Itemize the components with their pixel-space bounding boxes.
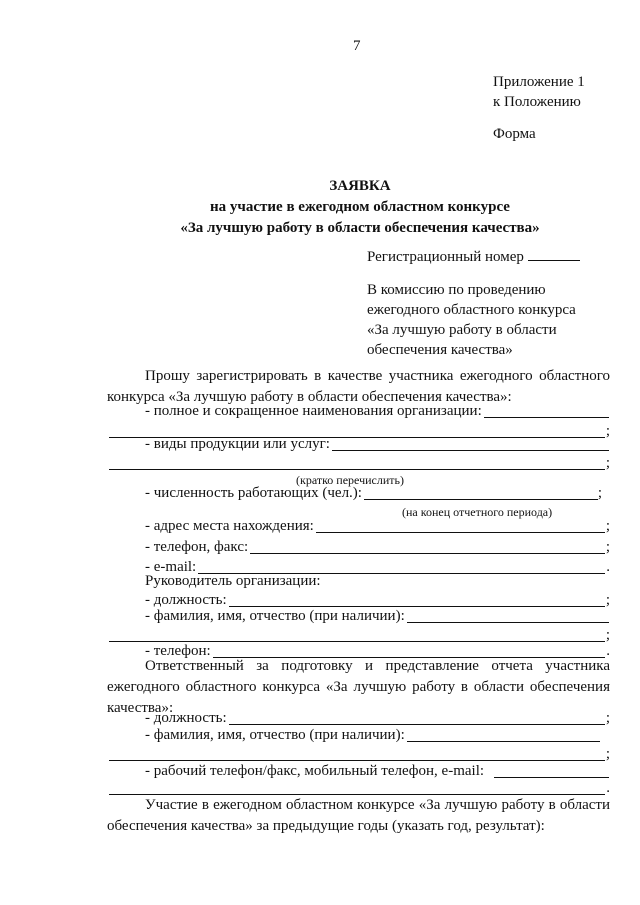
fio-label: - фамилия, имя, отчество (при наличии): [145, 727, 405, 743]
phone-fax-label: - телефон, факс: [145, 539, 249, 555]
document-title [0, 176, 640, 239]
form-label: Форма [493, 126, 536, 142]
addressee-line: «За лучшую работу в области [367, 322, 557, 338]
participation-text: Участие в ежегодном областном конкурсе «За лучшую работу в области обеспечения качества» за предыдущие годы (указать год, результат): [107, 797, 610, 834]
period: . [606, 643, 610, 659]
page-number: 7 [353, 38, 361, 54]
period: . [606, 559, 610, 575]
title-heading: ЗАЯВКА [329, 178, 391, 194]
products-row-2 [107, 453, 610, 474]
semicolon: ; [605, 539, 610, 555]
phone-fax-field[interactable] [250, 539, 605, 554]
org-name-row [145, 401, 610, 422]
head-fio-row [145, 606, 610, 627]
phone-fax-row [145, 537, 610, 558]
employees-label: - численность работающих (чел.): [145, 485, 362, 501]
semicolon: ; [605, 746, 610, 762]
intro-text: Прошу зарегистрировать в качестве участника ежегодного областного конкурса «За лучшую работу в области обеспечения качества»: [107, 368, 610, 405]
semicolon: ; [605, 455, 610, 471]
responsible-fio-field[interactable] [407, 727, 600, 742]
position-label: - должность: [145, 710, 227, 726]
employees-hint: (на конец отчетного периода) [402, 505, 553, 519]
employees-field[interactable] [364, 485, 598, 500]
registration-number [367, 246, 580, 268]
head-position-field[interactable] [229, 592, 605, 607]
address-field[interactable] [316, 518, 605, 533]
registration-label: Регистрационный номер [367, 249, 524, 265]
addressee-line: обеспечения качества» [367, 342, 513, 358]
phone-label: - телефон: [145, 643, 211, 659]
participation-paragraph [107, 795, 610, 837]
appendix-line: к Положению [493, 94, 581, 110]
appendix-reference [493, 72, 585, 112]
responsible-text: Ответственный за подготовку и представление отчета участника ежегодного областного конкурса «За лучшую работу в области обеспечения качества»: [107, 658, 610, 716]
fio-label: - фамилия, имя, отчество (при наличии): [145, 608, 405, 624]
products-field-2[interactable] [109, 455, 605, 470]
products-hint: (кратко перечислить) [296, 473, 404, 487]
org-name-label: - полное и сокращенное наименования организации: [145, 403, 482, 419]
semicolon: ; [605, 518, 610, 534]
head-fio-field[interactable] [407, 608, 609, 623]
responsible-fio-row [145, 725, 610, 746]
head-heading: Руководитель организации: [145, 573, 321, 589]
products-row [145, 434, 610, 455]
responsible-position-field[interactable] [229, 710, 605, 725]
semicolon: ; [597, 485, 602, 501]
position-label: - должность: [145, 592, 227, 608]
address-row [145, 516, 610, 537]
work-phone-label: - рабочий телефон/факс, мобильный телефон, e-mail: [145, 763, 485, 779]
org-name-field[interactable] [484, 403, 609, 418]
period: . [606, 780, 610, 796]
addressee-line: В комиссию по проведению [367, 282, 546, 298]
semicolon: ; [605, 592, 610, 608]
addressee-block [367, 280, 576, 360]
head-fio-field-2[interactable] [109, 627, 605, 642]
address-label: - адрес места нахождения: [145, 518, 314, 534]
title-line: на участие в ежегодном областном конкурсе [210, 199, 510, 215]
semicolon: ; [605, 627, 610, 643]
work-phone-field[interactable] [494, 763, 609, 778]
registration-number-field[interactable] [528, 246, 580, 261]
responsible-fio-field-2[interactable] [109, 746, 605, 761]
products-label: - виды продукции или услуг: [145, 436, 330, 452]
employees-row [145, 483, 610, 504]
appendix-line: Приложение 1 [493, 74, 585, 90]
semicolon: ; [605, 710, 610, 726]
work-phone-field-2[interactable] [109, 780, 605, 795]
title-line: «За лучшую работу в области обеспечения качества» [180, 220, 540, 236]
email-label: - e-mail: [145, 559, 197, 575]
addressee-line: ежегодного областного конкурса [367, 302, 576, 318]
semicolon: ; [605, 423, 610, 439]
products-field[interactable] [332, 436, 609, 451]
